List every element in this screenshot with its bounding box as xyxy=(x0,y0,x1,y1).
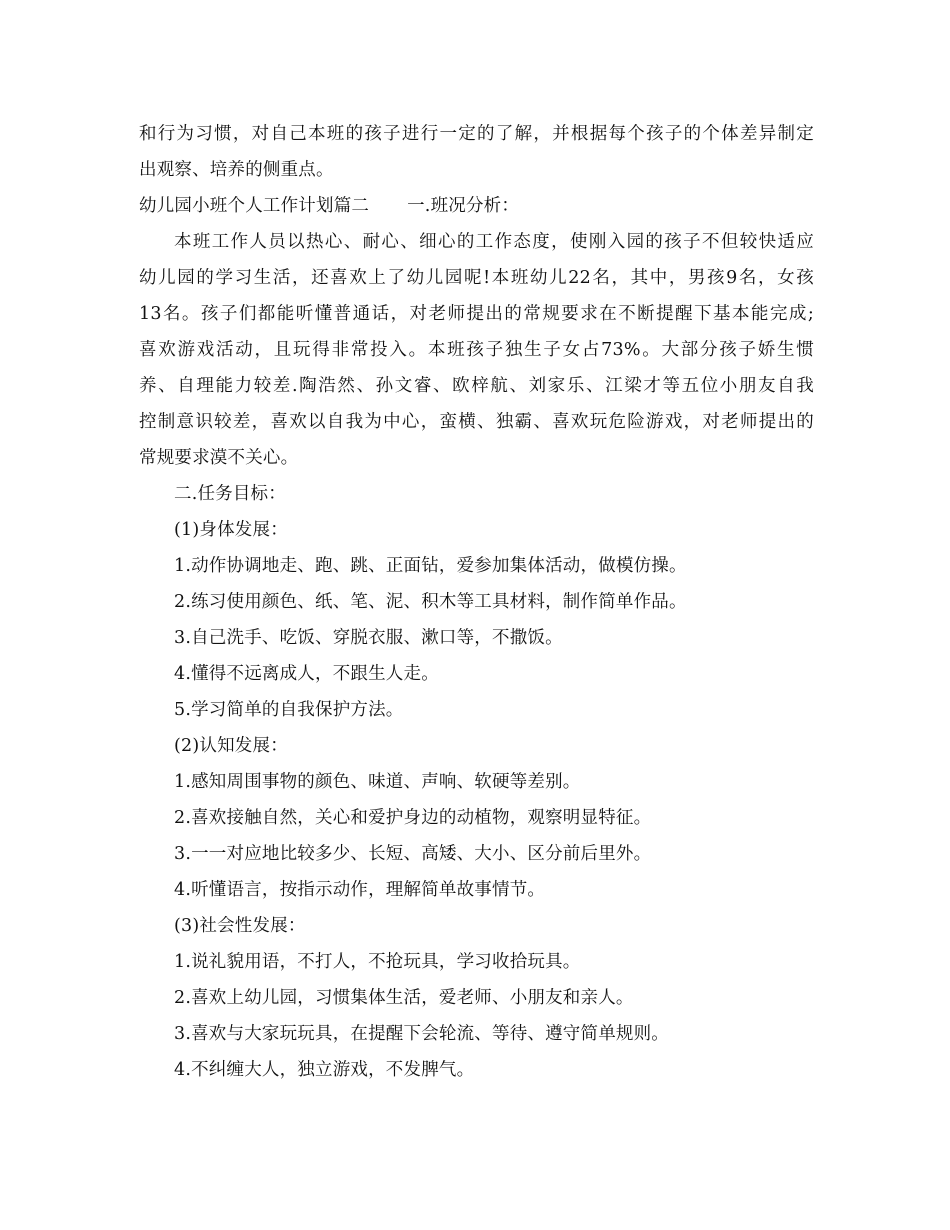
document-body xyxy=(139,116,814,1088)
intro-line-2: 出观察、培养的侧重点。 xyxy=(139,160,334,180)
list-item: 1.感知周围事物的颜色、味道、声响、软硬等差别。 xyxy=(174,772,581,792)
analysis-line-6: 控制意识较差，喜欢以自我为中心，蛮横、独霸、喜欢玩危险游戏，对老师提出的 xyxy=(139,412,814,432)
list-item: 2.练习使用颜色、纸、笔、泥、积木等工具材料，制作简单作品。 xyxy=(174,592,687,612)
class-analysis-title: 一.班况分析： xyxy=(407,196,520,216)
list-item: 2.喜欢上幼儿园，习惯集体生活，爱老师、小朋友和亲人。 xyxy=(174,988,634,1008)
analysis-line-2: 幼儿园的学习生活，还喜欢上了幼儿园呢!本班幼儿22名，其中，男孩9名，女孩 xyxy=(139,268,814,288)
plan-title: 幼儿园小班个人工作计划篇二 xyxy=(139,196,370,216)
analysis-line-3: 13名。孩子们都能听懂普通话，对老师提出的常规要求在不断提醒下基本能完成; xyxy=(139,304,814,324)
list-item: 4.不纠缠大人，独立游戏，不发脾气。 xyxy=(174,1060,475,1080)
analysis-line-4: 喜欢游戏活动，且玩得非常投入。本班孩子独生子女占73%。大部分孩子娇生惯 xyxy=(139,340,814,360)
list-item: 1.说礼貌用语，不打人，不抢玩具，学习收拾玩具。 xyxy=(174,952,581,972)
list-item: 3.喜欢与大家玩玩具，在提醒下会轮流、等待、遵守简单规则。 xyxy=(174,1024,669,1044)
section-title-physical: (1)身体发展： xyxy=(174,520,288,540)
analysis-line-7: 常规要求漠不关心。 xyxy=(139,448,299,468)
analysis-line-1: 本班工作人员以热心、耐心、细心的工作态度，使刚入园的孩子不但较快适应 xyxy=(174,232,814,252)
section-title-cognitive: (2)认知发展： xyxy=(174,736,288,756)
list-item: 5.学习简单的自我保护方法。 xyxy=(174,700,404,720)
list-item: 3.自己洗手、吃饭、穿脱衣服、漱口等，不撒饭。 xyxy=(174,628,563,648)
list-item: 4.听懂语言，按指示动作，理解简单故事情节。 xyxy=(174,880,546,900)
list-item: 3.一一对应地比较多少、长短、高矮、大小、区分前后里外。 xyxy=(174,844,652,864)
analysis-line-5: 养、自理能力较差.陶浩然、孙文睿、欧梓航、刘家乐、江梁才等五位小朋友自我 xyxy=(139,376,814,396)
list-item: 1.动作协调地走、跑、跳、正面钻，爱参加集体活动，做模仿操。 xyxy=(174,556,687,576)
section-heading xyxy=(139,188,814,224)
section-title-social: (3)社会性发展： xyxy=(174,916,306,936)
intro-line-1: 和行为习惯，对自己本班的孩子进行一定的了解，并根据每个孩子的个体差异制定 xyxy=(139,124,814,144)
list-item: 2.喜欢接触自然，关心和爱护身边的动植物，观察明显特征。 xyxy=(174,808,652,828)
list-item: 4.懂得不远离成人，不跟生人走。 xyxy=(174,664,439,684)
goals-title: 二.任务目标： xyxy=(174,484,286,504)
